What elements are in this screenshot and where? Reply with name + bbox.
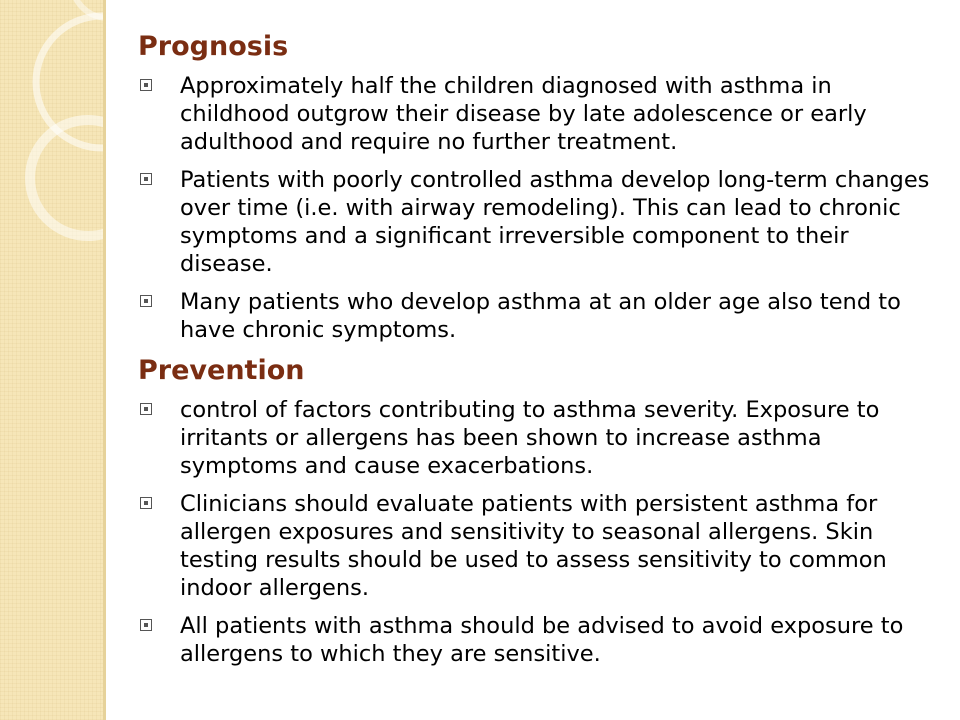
list-item <box>138 166 938 278</box>
list-item <box>138 612 938 668</box>
decorative-circles <box>0 0 103 720</box>
bullet-text: Patients with poorly controlled asthma develop long-term changes over time (i.e. with airway remodeling). This can lead to chronic symptoms and a significant irreversible component to their disease. <box>180 167 930 277</box>
square-bullet-icon <box>140 79 152 91</box>
decorative-sidebar <box>0 0 106 720</box>
square-bullet-icon <box>140 497 152 509</box>
bullet-text: All patients with asthma should be advised to avoid exposure to allergens to which they are sensitive. <box>180 613 904 667</box>
list-item <box>138 72 938 156</box>
bullet-text: control of factors contributing to asthma severity. Exposure to irritants or allergens has been shown to increase asthma symptoms and cause exacerbations. <box>180 397 880 479</box>
list-item <box>138 396 938 480</box>
bullet-text: Clinicians should evaluate patients with persistent asthma for allergen exposures and sensitivity to seasonal allergens. Skin testing results should be used to assess sensitivity to common indoor allergens. <box>180 491 887 601</box>
bullet-text: Approximately half the children diagnosed with asthma in childhood outgrow their disease by late adolescence or early adulthood and require no further treatment. <box>180 73 867 155</box>
square-bullet-icon <box>140 403 152 415</box>
square-bullet-icon <box>140 173 152 185</box>
square-bullet-icon <box>140 295 152 307</box>
square-bullet-icon <box>140 619 152 631</box>
prevention-heading: Prevention <box>138 355 305 386</box>
prognosis-heading: Prognosis <box>138 31 289 62</box>
list-item <box>138 288 938 344</box>
list-item <box>138 490 938 602</box>
prevention-list <box>138 396 938 668</box>
prognosis-list <box>138 72 938 344</box>
slide-content <box>138 30 938 678</box>
bullet-text: Many patients who develop asthma at an older age also tend to have chronic symptoms. <box>180 289 901 343</box>
